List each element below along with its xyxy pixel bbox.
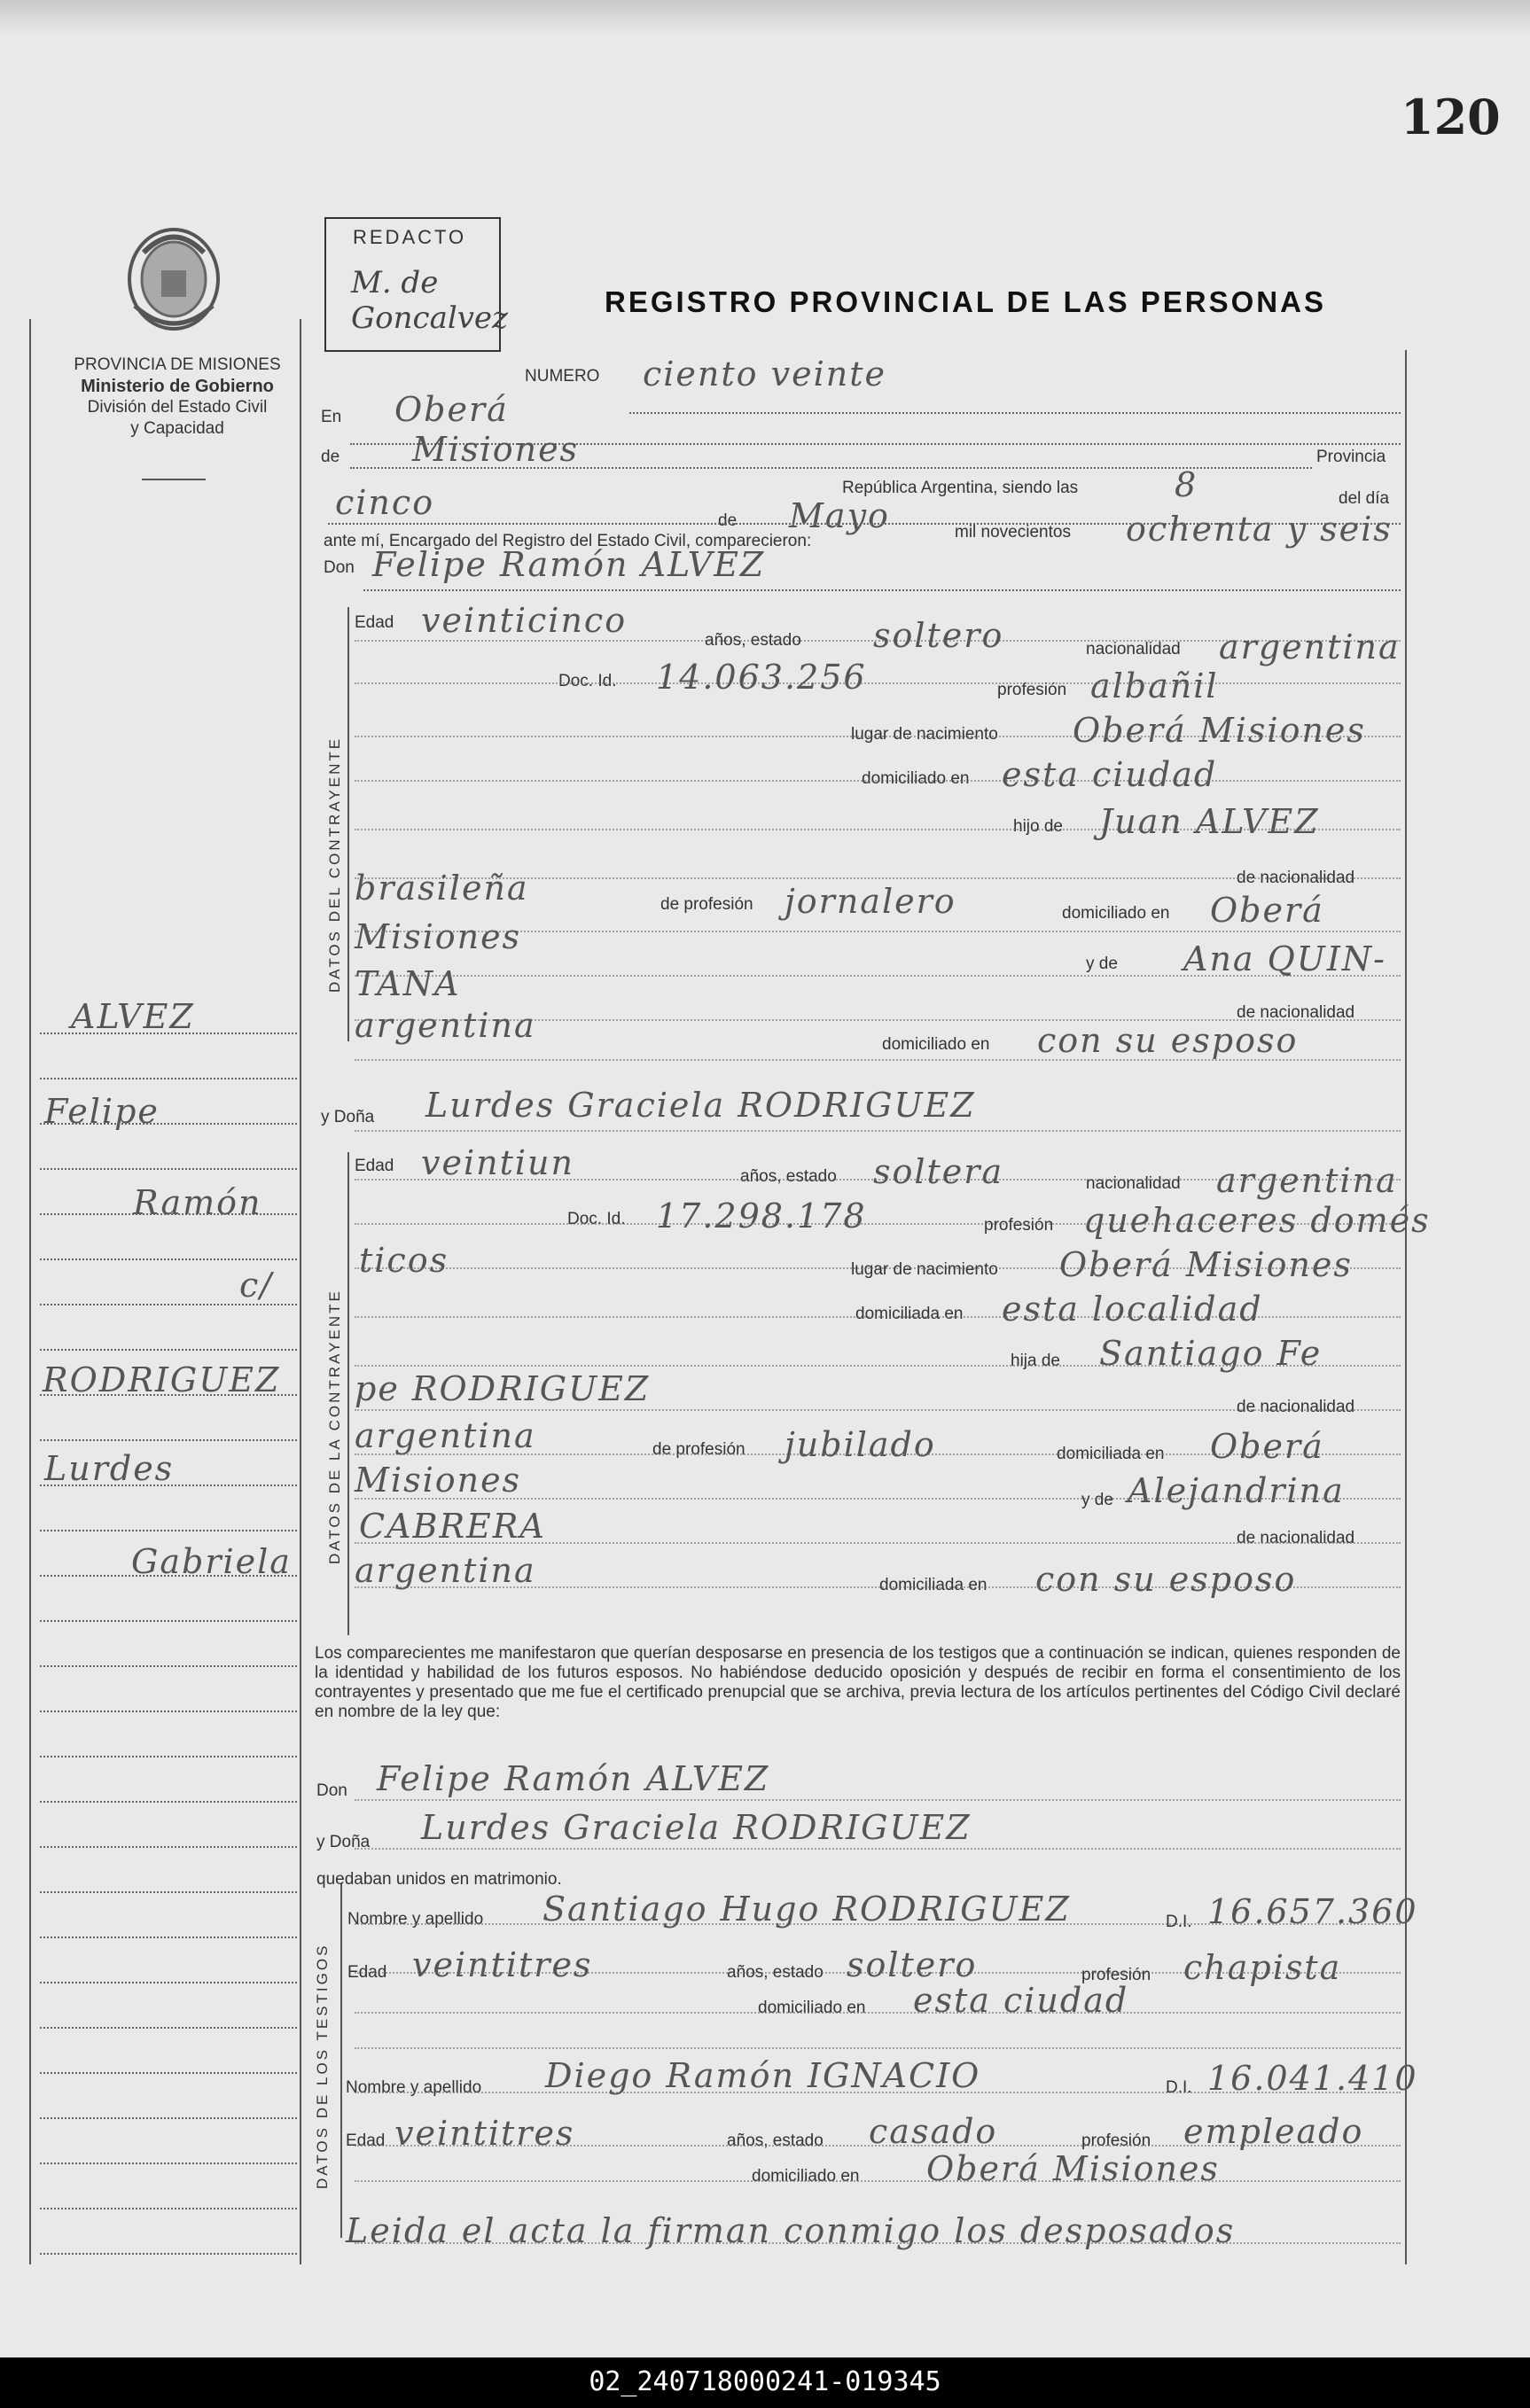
numero-label: NUMERO	[525, 367, 600, 386]
sidebar-rule	[40, 1168, 297, 1170]
sidebar-middlename-2: Gabriela	[131, 1542, 292, 1581]
ca-y-de-label: y de	[1081, 1491, 1113, 1509]
ca-padre-dom-b-value: Misiones	[355, 1461, 522, 1500]
don-line	[363, 589, 1401, 591]
ca-estado-value: soltera	[873, 1152, 1004, 1191]
ca-hija-label: hija de	[1011, 1352, 1060, 1370]
ca-dom3-label: domiciliada en	[879, 1576, 987, 1594]
c-estado-value: soltero	[873, 616, 1004, 655]
c-dom-label: domiciliado en	[862, 769, 970, 788]
sidebar-rule	[40, 1711, 297, 1712]
ca-nac-label: nacionalidad	[1086, 1174, 1181, 1193]
sidebar-rule	[40, 1485, 297, 1486]
c-padre-nac-value: brasileña	[355, 869, 529, 908]
province-label: PROVINCIA DE MISIONES	[74, 355, 281, 374]
t2-estado-label: años, estado	[727, 2131, 824, 2150]
frame-left-inner	[300, 319, 301, 2264]
ca-edad-label: Edad	[355, 1157, 394, 1175]
don-label: Don	[324, 558, 355, 577]
page-fold-shadow	[0, 0, 1530, 35]
form-rule	[355, 1059, 1401, 1061]
form-rule	[355, 2145, 1401, 2147]
sidebar-rule	[40, 2027, 297, 2029]
sidebar-rule	[40, 1575, 297, 1577]
del-dia-label: del día	[1339, 489, 1390, 508]
ca-de-prof-label: de profesión	[652, 1440, 745, 1459]
form-rule	[355, 1223, 1401, 1225]
sidebar-rule	[40, 1394, 297, 1396]
c-lugar-label: lugar de nacimiento	[851, 725, 998, 744]
form-rule	[355, 877, 1401, 879]
t2-prof-label: profesión	[1081, 2131, 1151, 2150]
ca-dom-value: esta localidad	[1002, 1290, 1263, 1329]
t2-estado-value: casado	[869, 2112, 998, 2151]
de-label: de	[321, 448, 340, 466]
mil-label: mil novecientos	[955, 523, 1071, 542]
t1-prof-value: chapista	[1183, 1948, 1342, 1987]
form-rule	[355, 640, 1401, 642]
legal-paragraph: Los comparecientes me manifestaron que querían desposarse en presencia de los testigos que a continuación se indican, quienes responden de la identidad y habilidad de los futuros esposos. No habiéndose deducido oposición y después de recibir en forma el consentimiento de los contrayentes y presentado que me fue el certificado prenupcial que se archiva, previa lectura de los artículos pertinentes del Código Civil declaré en nombre de la ley que:	[315, 1644, 1401, 1721]
c-estado-label: años, estado	[705, 631, 801, 650]
dona-value: Lurdes Graciela RODRIGUEZ	[425, 1086, 976, 1125]
form-rule	[355, 2180, 1401, 2182]
en-value: Oberá	[394, 390, 509, 429]
page-number: 120	[1401, 89, 1501, 145]
ca-madre-a-value: Alejandrina	[1128, 1471, 1345, 1510]
ca-padre-prof-value: jubilado	[785, 1425, 936, 1464]
sidebar-rule	[40, 1756, 297, 1757]
c-lugar-value: Oberá Misiones	[1073, 711, 1366, 750]
sidebar-rule	[40, 2163, 297, 2164]
provincia-label: Provincia	[1316, 448, 1386, 466]
sidebar-rule	[40, 1530, 297, 1531]
sidebar-rule	[40, 1033, 297, 1034]
sidebar-rule	[40, 1665, 297, 1667]
form-rule	[355, 2012, 1401, 2014]
sidebar-rule	[40, 1259, 297, 1260]
ca-nac-value: argentina	[1216, 1161, 1398, 1200]
stamp-title: REDACTO	[353, 226, 467, 248]
contrayente-bracket	[347, 607, 349, 1041]
c-nac-label: nacionalidad	[1086, 640, 1181, 658]
form-rule	[355, 1130, 1401, 1132]
form-rule	[355, 1453, 1401, 1455]
en-label: En	[321, 408, 342, 426]
c-padre-prof-value: jornalero	[785, 882, 956, 921]
ca-prof-a-value: quehaceres domés	[1083, 1201, 1431, 1240]
closing-don-label: Don	[316, 1781, 347, 1800]
sidebar-rule	[40, 2072, 297, 2074]
c-dom3-label: domiciliado en	[882, 1035, 990, 1054]
ca-padre-a-value: Santiago Fe	[1099, 1334, 1323, 1373]
ca-madre-b-value: CABRERA	[359, 1507, 546, 1546]
frame-left-outer	[29, 319, 31, 2264]
t1-prof-label: profesión	[1081, 1966, 1151, 1984]
form-rule	[355, 1542, 1401, 1544]
sidebar-middlename: Ramón	[133, 1183, 262, 1222]
frame-right	[1405, 350, 1407, 2264]
sidebar-connector: c/	[239, 1266, 274, 1305]
dia-value: cinco	[335, 483, 435, 522]
provincial-seal-icon	[117, 217, 230, 332]
t1-di-value: 16.657.360	[1207, 1892, 1418, 1931]
form-rule	[355, 2242, 1401, 2244]
t1-dom-label: domiciliado en	[758, 1999, 866, 2017]
ca-lugar-value: Oberá Misiones	[1059, 1245, 1353, 1284]
sidebar-rule	[40, 1304, 297, 1305]
ca-estado-label: años, estado	[740, 1167, 837, 1186]
ministry-label: Ministerio de Gobierno	[81, 377, 274, 396]
closing-dona-label: y Doña	[316, 1833, 371, 1851]
c-madre-dom-value: con su esposo	[1037, 1021, 1299, 1060]
c-madre-b-value: TANA	[355, 964, 461, 1003]
form-rule	[355, 1365, 1401, 1367]
form-rule	[355, 1586, 1401, 1588]
t2-dom-value: Oberá Misiones	[926, 2149, 1220, 2188]
sidebar-rule	[40, 2117, 297, 2119]
ca-padre-b-value: pe RODRIGUEZ	[355, 1369, 651, 1408]
ca-padre-nac-value: argentina	[355, 1416, 536, 1455]
ca-de-nac-label: de nacionalidad	[1237, 1398, 1355, 1416]
sidebar-rule	[40, 1349, 297, 1351]
form-rule	[355, 2047, 1401, 2049]
document-title: REGISTRO PROVINCIAL DE LAS PERSONAS	[605, 285, 1326, 318]
t2-edad-label: Edad	[346, 2131, 386, 2150]
t1-nombre-value: Santiago Hugo RODRIGUEZ	[543, 1890, 1071, 1929]
ca-madre-nac-value: argentina	[355, 1551, 536, 1590]
form-rule	[355, 682, 1401, 684]
sidebar-rule	[40, 1078, 297, 1079]
form-rule	[355, 975, 1401, 977]
sidebar-rule	[40, 1937, 297, 1938]
ante-label: ante mí, Encargado del Registro del Estado Civil, comparecieron:	[324, 532, 812, 550]
sidebar-rule	[40, 1982, 297, 1983]
testigos-section-label: DATOS DE LOS TESTIGOS	[314, 1943, 331, 2189]
sidebar-rule	[40, 1620, 297, 1622]
ca-de-nac2-label: de nacionalidad	[1237, 1529, 1355, 1547]
sidebar-surname: ALVEZ	[71, 997, 195, 1036]
c-padre-dom-a-value: Oberá	[1210, 891, 1324, 930]
ca-lugar-label: lugar de nacimiento	[851, 1260, 998, 1279]
ca-prof-label: profesión	[984, 1216, 1054, 1235]
ca-madre-dom-value: con su esposo	[1035, 1560, 1297, 1599]
mes-value: Mayo	[789, 496, 890, 535]
form-rule	[355, 1409, 1401, 1411]
c-de-prof-label: de profesión	[660, 895, 753, 914]
fecha-line	[328, 523, 1401, 525]
sidebar-rule	[40, 1213, 297, 1215]
c-edad-value: veinticinco	[421, 601, 628, 640]
c-doc-label: Doc. Id.	[558, 672, 617, 690]
ca-doc-value: 17.298.178	[656, 1196, 867, 1235]
contrayente-section-label: DATOS DEL CONTRAYENTE	[326, 736, 343, 993]
c-doc-value: 14.063.256	[656, 658, 867, 697]
unidos-label: quedaban unidos en matrimonio.	[316, 1870, 562, 1889]
t2-nombre-value: Diego Ramón IGNACIO	[545, 2056, 981, 2095]
c-prof-label: profesión	[997, 681, 1067, 699]
stamp-handwriting: M. de Goncalvez	[351, 265, 508, 336]
ca-dom-label: domiciliada en	[855, 1305, 964, 1323]
t2-nombre-label: Nombre y apellido	[346, 2078, 482, 2097]
sidebar-rule	[40, 1439, 297, 1441]
numero-line	[629, 412, 1401, 414]
sidebar-rule	[40, 1846, 297, 1848]
c-dom2-label: domiciliado en	[1062, 904, 1170, 923]
form-rule	[355, 1179, 1401, 1181]
form-rule	[355, 1498, 1401, 1500]
de-line	[350, 467, 1312, 469]
t2-di-label: D.I.	[1166, 2078, 1192, 2097]
t2-edad-value: veintitres	[394, 2114, 575, 2153]
sidebar-firstname-2: Lurdes	[44, 1449, 175, 1488]
t1-estado-value: soltero	[847, 1945, 978, 1984]
c-madre-a-value: Ana QUIN-	[1183, 939, 1386, 978]
c-dom-value: esta ciudad	[1002, 755, 1218, 794]
testigos-bracket	[340, 1883, 342, 2238]
sidebar-firstname: Felipe	[44, 1092, 160, 1131]
t1-edad-label: Edad	[347, 1963, 387, 1982]
sidebar-surname-2: RODRIGUEZ	[43, 1360, 281, 1399]
sidebar-rule	[40, 1123, 297, 1125]
c-edad-label: Edad	[355, 613, 394, 632]
form-rule	[355, 736, 1401, 737]
c-de-nac-label: de nacionalidad	[1237, 869, 1355, 887]
sidebar-rule	[40, 1891, 297, 1893]
form-rule	[355, 1923, 1401, 1925]
form-rule	[355, 829, 1401, 830]
header-divider	[142, 479, 206, 480]
c-y-de-label: y de	[1086, 955, 1118, 973]
c-hijo-label: hijo de	[1013, 817, 1063, 836]
form-rule	[355, 1019, 1401, 1021]
final-line: Leida el acta la firman conmigo los desposados	[346, 2211, 1236, 2250]
form-rule	[355, 931, 1401, 932]
ca-doc-label: Doc. Id.	[567, 1210, 626, 1228]
contrayenta-bracket	[347, 1152, 349, 1635]
c-de-nac2-label: de nacionalidad	[1237, 1003, 1355, 1022]
t1-di-label: D.I.	[1166, 1913, 1192, 1931]
de2-label: de	[718, 511, 738, 530]
form-rule	[355, 1316, 1401, 1318]
c-nac-value: argentina	[1219, 627, 1401, 666]
t2-dom-label: domiciliado en	[752, 2167, 860, 2186]
form-rule	[355, 2092, 1401, 2093]
c-padre-dom-b-value: Misiones	[355, 917, 522, 956]
t1-nombre-label: Nombre y apellido	[347, 1910, 484, 1929]
ca-prof-b-value: ticos	[359, 1241, 449, 1280]
sidebar-rule	[40, 1801, 297, 1803]
anio-value: ochenta y seis	[1126, 510, 1393, 549]
form-rule	[355, 1848, 1401, 1850]
redacto-stamp	[324, 217, 508, 352]
t2-di-value: 16.041.410	[1207, 2059, 1418, 2098]
form-rule	[355, 1972, 1401, 1974]
t2-prof-value: empleado	[1183, 2112, 1364, 2151]
sidebar-rule	[40, 2253, 297, 2255]
left-header	[35, 355, 319, 440]
t1-dom-value: esta ciudad	[913, 1981, 1129, 2020]
closing-don-value: Felipe Ramón ALVEZ	[377, 1759, 770, 1798]
t1-estado-label: años, estado	[727, 1963, 824, 1982]
ca-padre-dom-a-value: Oberá	[1210, 1427, 1324, 1466]
dona-label: y Doña	[321, 1108, 375, 1126]
closing-dona-value: Lurdes Graciela RODRIGUEZ	[421, 1808, 972, 1847]
sidebar-rule	[40, 2208, 297, 2209]
form-rule	[355, 780, 1401, 782]
form-rule	[355, 1267, 1401, 1269]
numero-value: ciento veinte	[643, 355, 886, 394]
image-caption: 02_240718000241-019345	[589, 2366, 941, 2397]
capacity-label: y Capacidad	[130, 419, 224, 438]
c-prof-value: albañil	[1090, 666, 1219, 705]
republica-label: República Argentina, siendo las	[842, 479, 1079, 497]
contrayenta-section-label: DATOS DE LA CONTRAYENTE	[326, 1289, 343, 1564]
division-label: División del Estado Civil	[87, 398, 268, 417]
ca-edad-value: veintiun	[421, 1143, 574, 1182]
hora-value: 8	[1175, 465, 1198, 504]
t1-edad-value: veintitres	[412, 1945, 593, 1984]
c-padre-value: Juan ALVEZ	[1099, 802, 1320, 841]
form-rule	[355, 1799, 1401, 1801]
ca-dom2-label: domiciliada en	[1057, 1445, 1165, 1463]
don-value: Felipe Ramón ALVEZ	[372, 545, 766, 584]
de-value: Misiones	[412, 430, 580, 469]
c-madre-nac-value: argentina	[355, 1006, 536, 1045]
